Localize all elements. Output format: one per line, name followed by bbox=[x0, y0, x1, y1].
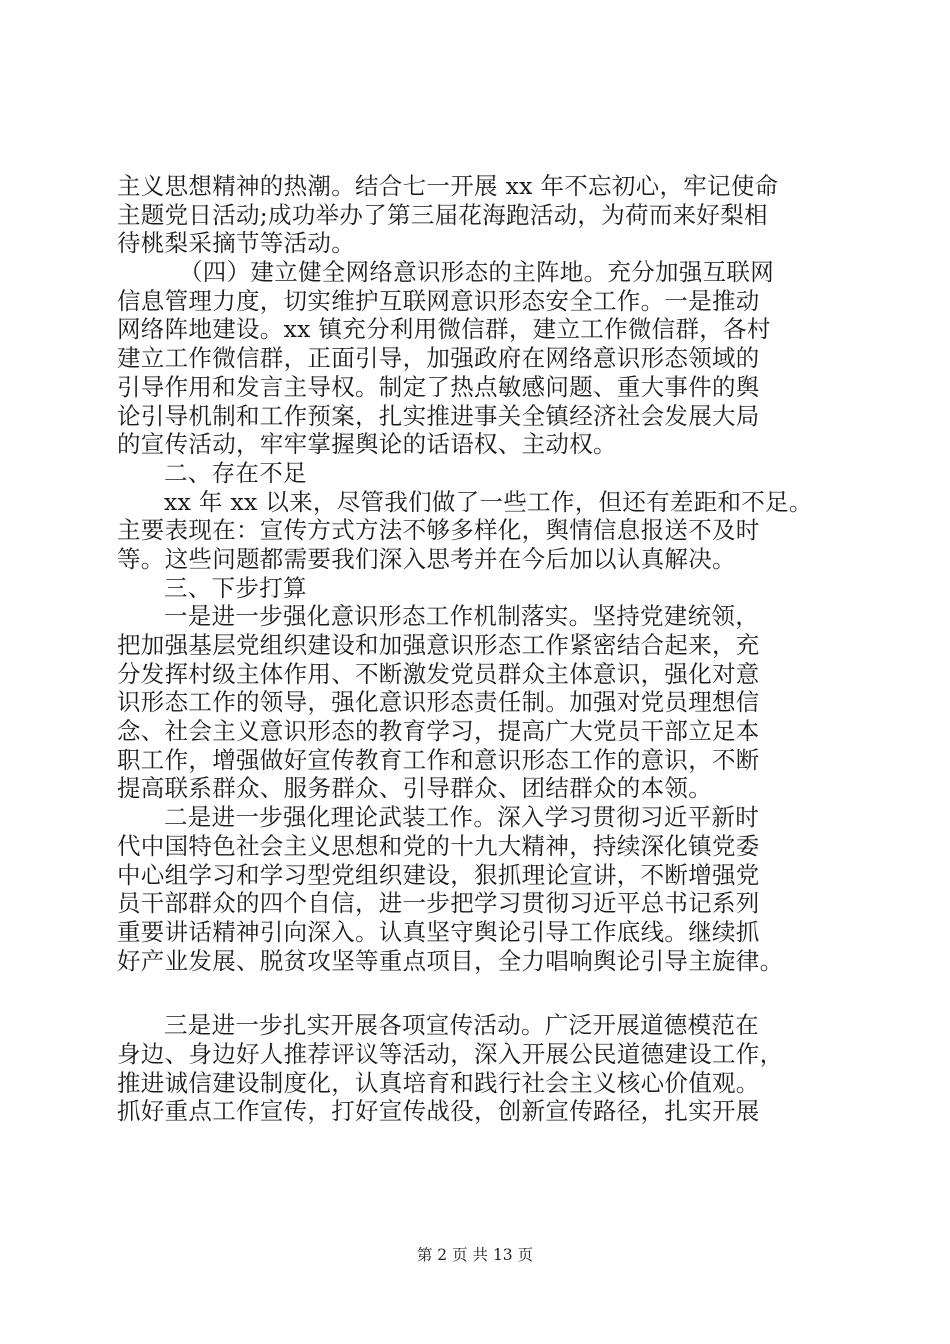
section-heading-4: （四）建立健全网络意识形态的主阵地。充分加强互联网 bbox=[179, 258, 774, 287]
text-line: 代中国特色社会主义思想和党的十九大精神，持续深化镇党委 bbox=[117, 831, 760, 860]
text-line: 身边、身边好人推荐评议等活动，深入开展公民道德建设工作， bbox=[117, 1039, 784, 1068]
text-line: 推进诚信建设制度化，认真培育和践行社会主义核心价值观。 bbox=[117, 1068, 760, 1097]
text-line: 员干部群众的四个自信，进一步把学习贯彻习近平总书记系列 bbox=[117, 889, 760, 918]
text-line: 的宣传活动，牢牢掌握舆论的话语权、主动权。 bbox=[117, 430, 617, 459]
text-line: 网络阵地建设。xx 镇充分利用微信群，建立工作微信群，各村 bbox=[117, 315, 771, 344]
text-line: xx 年 xx 以来，尽管我们做了一些工作，但还有差距和不足。 bbox=[164, 487, 813, 516]
text-line: 三是进一步扎实开展各项宣传活动。广泛开展道德模范在 bbox=[164, 1011, 759, 1040]
text-line: 主要表现在：宣传方式方法不够多样化，舆情信息报送不及时 bbox=[117, 516, 760, 545]
text-line: 念、社会主义意识形态的教育学习，提高广大党员干部立足本 bbox=[117, 717, 760, 746]
section-heading-shortcomings: 二、存在不足 bbox=[164, 458, 307, 487]
text-line: 分发挥村级主体作用、不断激发党员群众主体意识，强化对意 bbox=[117, 659, 760, 688]
text-line: 论引导机制和工作预案，扎实推进事关全镇经济社会发展大局 bbox=[117, 401, 760, 430]
text-line: 主题党日活动;成功举办了第三届花海跑活动，为荷而来好梨相 bbox=[117, 200, 768, 229]
text-line: 主义思想精神的热潮。结合七一开展 xx 年不忘初心，牢记使命 bbox=[117, 172, 779, 200]
text-line: 引导作用和发言主导权。制定了热点敏感问题、重大事件的舆 bbox=[117, 372, 760, 401]
text-line: 一是进一步强化意识形态工作机制落实。坚持党建统领， bbox=[164, 602, 759, 631]
text-line: 职工作，增强做好宣传教育工作和意识形态工作的意识，不断 bbox=[117, 745, 760, 774]
text-line: 建立工作微信群，正面引导，加强政府在网络意识形态领域的 bbox=[117, 344, 760, 373]
text-line: 等。这些问题都需要我们深入思考并在今后加以认真解决。 bbox=[117, 544, 736, 573]
text-line: 中心组学习和学习型党组织建设，狠抓理论宣讲，不断增强党 bbox=[117, 860, 760, 889]
text-line: 信息管理力度，切实维护互联网意识形态安全工作。一是推动 bbox=[117, 286, 760, 315]
text-line: 把加强基层党组织建设和加强意识形态工作紧密结合起来，充 bbox=[117, 631, 760, 659]
text-line: 识形态工作的领导，强化意识形态责任制。加强对党员理想信 bbox=[117, 688, 760, 717]
text-line: 抓好重点工作宣传，打好宣传战役，创新宣传路径，扎实开展 bbox=[117, 1097, 760, 1126]
text-line: 待桃梨采摘节等活动。 bbox=[117, 229, 355, 258]
text-line: 二是进一步强化理论武装工作。深入学习贯彻习近平新时 bbox=[164, 803, 759, 832]
section-heading-next-steps: 三、下步打算 bbox=[164, 573, 307, 602]
text-line: 提高联系群众、服务群众、引导群众、团结群众的本领。 bbox=[117, 774, 712, 803]
paragraph-gap bbox=[117, 975, 837, 1011]
text-line: 好产业发展、脱贫攻坚等重点项目，全力唱响舆论引导主旋律。 bbox=[117, 946, 784, 975]
page-footer: 第 2 页 共 13 页 bbox=[416, 1246, 534, 1264]
document-body bbox=[117, 172, 837, 1126]
text-line: 重要讲话精神引向深入。认真坚守舆论引导工作底线。继续抓 bbox=[117, 917, 760, 946]
